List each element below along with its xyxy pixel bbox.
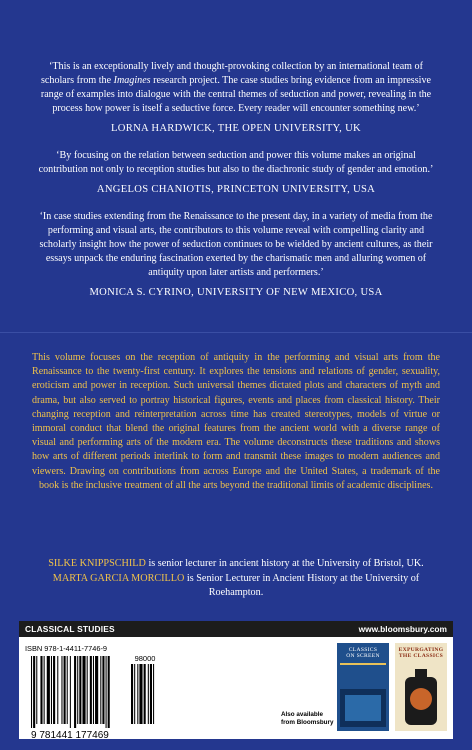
barcode-bar [40, 656, 42, 724]
barcode-addon-bar [153, 664, 154, 724]
author-bio-2: is Senior Lecturer in Ancient History at the University of Roehampton. [184, 572, 420, 599]
related-book-classics-on-screen[interactable] [337, 643, 389, 731]
barcode-addon-bar [144, 664, 146, 724]
barcode-addon-bars [131, 664, 154, 724]
section-divider [0, 332, 472, 333]
barcode-bar [90, 656, 92, 724]
praise-author-3: MONICA S. CYRINO, UNIVERSITY OF NEW MEXICO, USA [89, 287, 383, 298]
barcode-bar [36, 656, 37, 724]
barcode-addon-bar [150, 664, 152, 724]
barcode-ean-bars [31, 656, 110, 728]
barcode-bar [53, 656, 55, 724]
also-line-2: from Bloomsbury [281, 719, 334, 726]
barcode-addon-bar [148, 664, 149, 724]
barcode-bar [33, 656, 35, 728]
barcode-bar [108, 656, 110, 728]
isbn-label: ISBN 978-1-4411-7746-9 [25, 644, 108, 653]
author-bios [46, 557, 426, 601]
barcode-bar [64, 656, 66, 724]
category-bar [19, 621, 453, 637]
barcode-bar [31, 656, 32, 728]
praise-quote-2: ‘By focusing on the relation between seduction and power this volume makes an original contribution not only to reception studies but also to the diachronic study of gender and emotion.’ [38, 150, 434, 175]
category-label: CLASSICAL STUDIES [25, 624, 115, 634]
barcode-bar [61, 656, 62, 724]
barcode-bar [47, 656, 50, 724]
barcode-bar [77, 656, 78, 724]
also-available-label [281, 711, 333, 727]
barcode-addon-bar [131, 664, 133, 724]
barcode-bar [106, 656, 107, 728]
barcode-bar [44, 656, 45, 724]
barcode-bar [57, 656, 58, 724]
barcode-bar [100, 656, 101, 724]
barcode-bar [102, 656, 104, 724]
praise-author-1: LORNA HARDWICK, THE OPEN UNIVERSITY, UK [111, 123, 361, 134]
publisher-panel [19, 621, 453, 739]
barcode-bar [93, 656, 94, 724]
related-book-1-title: CLASSICS ON SCREEN [346, 647, 380, 660]
barcode-bar [70, 656, 71, 728]
praise-author-2: ANGELOS CHANIOTIS, PRINCETON UNIVERSITY, USA [96, 184, 376, 195]
barcode-bar [51, 656, 52, 724]
barcode-addon-bar [139, 664, 142, 724]
barcode-bar [67, 656, 68, 724]
barcode-bar [82, 656, 85, 724]
barcode [25, 654, 185, 742]
related-book-expurgating-the-classics[interactable] [395, 643, 447, 731]
price-code: 98000 [134, 654, 156, 663]
barcode-addon-bar [137, 664, 138, 724]
publisher-website[interactable]: www.bloomsbury.com [358, 624, 447, 634]
author-name-2: MARTA GARCIA MORCILLO [52, 572, 185, 584]
barcode-bar [79, 656, 81, 724]
also-line-1: Also available [281, 711, 323, 718]
praise-quote-1: ‘This is an exceptionally lively and thought-provoking collection by an international team of scholars from the Imagines research project. The case studies bring evidence from an impressive range of examples into dialogue with the central themes of seduction and power, revealing in the process how power is itself a seductive force. Every reader will encounter something new.’ [40, 61, 432, 114]
book-description: This volume focuses on the reception of antiquity in the performing and visual arts from the Renaissance to the twenty-first century. It explores the tensions and relations of gender, sexuality, eroticism and power in reception. Such universal themes dictated plots and characters of myth and drama, but also served to portray historical figures, events and places from classical history. Their changing reception and reinterpretation across time has created stereotypes, models of virtue or immoral conduct that blend the original features from the ancient world with a diverse range of visual and performing arts of the modern era. The volume deconstructs these traditions and shows how arts of different periods interlink to form and transmit these images to modern audiences and viewers. Drawing on contributions from across Europe and the United States, a trademark of the book is the inclusive treatment of all the arts beyond the traditional limits of academic disciplines. [32, 352, 440, 491]
praise-quote-3: ‘In case studies extending from the Renaissance to the present day, in a variety of media from the performing and visual arts, the contributors to this volume reveal with compelling clarity and scholarly insight how the power of seduction continues to be wielded by ancient cultures, as their essays unpack the enduring fascination exerted by the charismatic men and alluring women of antiquity upon later artists and performers.’ [39, 211, 433, 278]
author-bio-1: is senior lecturer in ancient history at the University of Bristol, UK. [145, 558, 424, 570]
barcode-bar [95, 656, 98, 724]
author-name-1: SILKE KNIPPSCHILD [48, 558, 146, 570]
barcode-bar [87, 656, 88, 724]
praise-section [34, 60, 438, 313]
project-name: Imagines [113, 75, 151, 86]
barcode-digits: 9 781441 177469 [31, 730, 109, 741]
barcode-bar [74, 656, 76, 728]
barcode-addon-bar [134, 664, 135, 724]
related-book-2-title: EXPURGATING THE CLASSICS [398, 647, 444, 660]
